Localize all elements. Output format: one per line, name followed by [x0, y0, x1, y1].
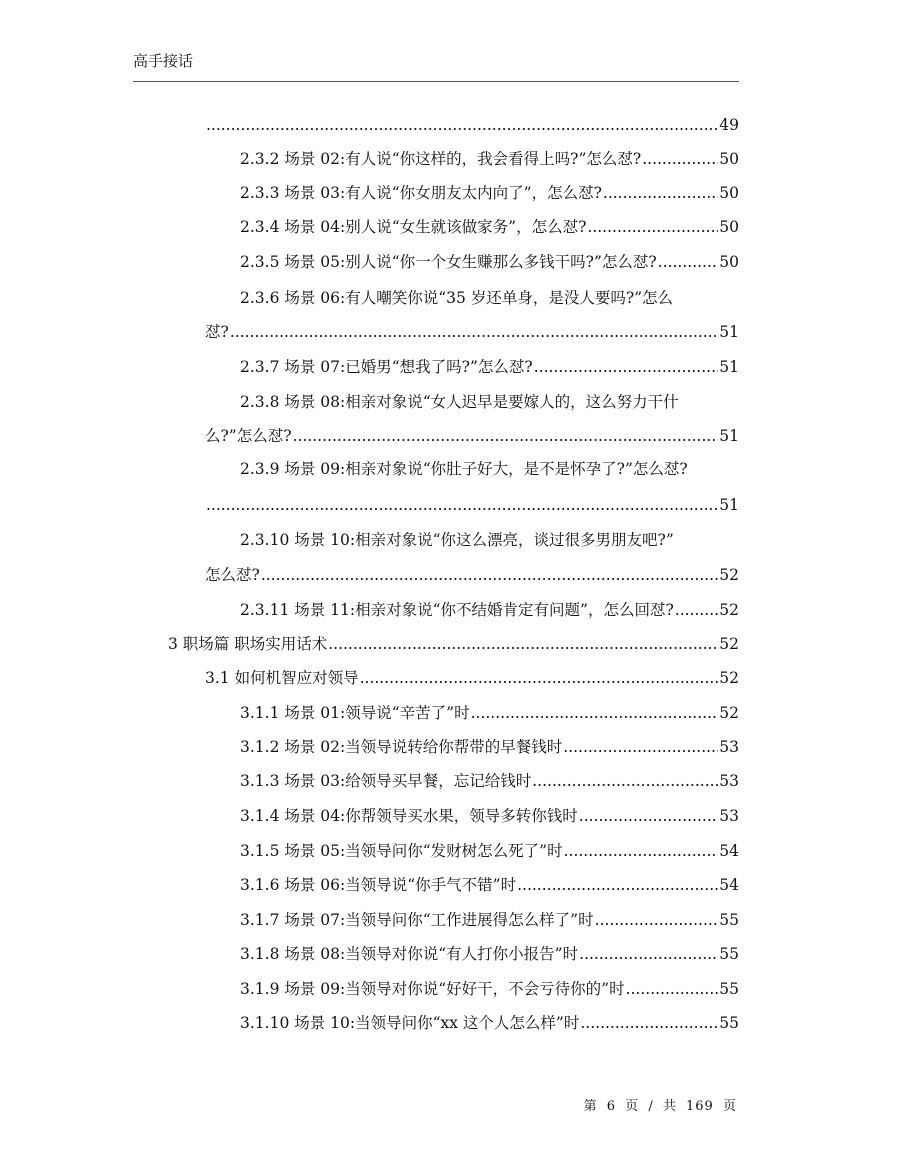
toc-page: 55 — [719, 945, 739, 963]
leader-dots — [261, 563, 718, 587]
leader-dots — [580, 1011, 718, 1035]
toc-page: 54 — [719, 876, 739, 894]
toc-text: 3.1.5 场景 05:当领导问你“发财树怎么死了”时 — [240, 842, 563, 860]
toc-page: 54 — [719, 842, 739, 860]
toc-entry[interactable] — [240, 839, 739, 863]
footer-prefix: 第 — [583, 1099, 598, 1114]
toc-entry[interactable] — [240, 181, 739, 205]
toc-text: 2.3.6 场景 06:有人嘲笑你说“35 岁还单身，是没人要吗?”怎么 — [240, 289, 674, 307]
toc-text: 3.1.8 场景 08:当领导对你说“有人打你小报告”时 — [240, 945, 579, 963]
toc-page: 51 — [719, 358, 739, 376]
toc-entry[interactable] — [240, 147, 739, 171]
toc-page: 49 — [719, 116, 739, 134]
toc-page: 55 — [719, 980, 739, 998]
toc-text: 2.3.5 场景 05:别人说“你一个女生赚那么多钱干吗?”怎么怼? — [240, 253, 657, 271]
toc-entry[interactable] — [240, 942, 739, 966]
leader-dots — [471, 701, 719, 725]
toc-entry[interactable] — [240, 804, 739, 828]
toc-entry[interactable] — [240, 769, 739, 793]
leader-dots — [563, 735, 718, 759]
leader-dots — [293, 424, 719, 448]
toc-entry[interactable] — [240, 735, 739, 759]
footer-unit: 页 — [625, 1099, 640, 1114]
toc-page: 50 — [719, 253, 739, 271]
toc-entry-line1[interactable] — [240, 457, 739, 481]
toc-text: 2.3.4 场景 04:别人说“女生就该做家务”，怎么怼? — [240, 218, 587, 236]
leader-dots — [564, 839, 719, 863]
leader-dots — [658, 250, 719, 274]
toc-text: 3.1.3 场景 03:给领导买早餐，忘记给钱时 — [240, 772, 532, 790]
toc-page: 51 — [719, 427, 739, 445]
toc-page: 53 — [719, 807, 739, 825]
footer-unit: 页 — [722, 1099, 737, 1114]
toc-text: 3.1.10 场景 10:当领导问你“xx 这个人怎么样”时 — [240, 1014, 580, 1032]
toc-text: 2.3.7 场景 07:已婚男“想我了吗?”怎么怼? — [240, 358, 533, 376]
toc-entry-line2[interactable] — [205, 493, 739, 517]
leader-dots — [626, 977, 719, 1001]
toc-entry[interactable] — [240, 701, 739, 725]
leader-dots — [230, 320, 718, 344]
toc-text: 怼? — [205, 323, 229, 341]
toc-text: 3.1.1 场景 01:领导说“辛苦了”时 — [240, 704, 470, 722]
footer-total-prefix: 共 — [662, 1099, 677, 1114]
toc-text: 3.1.4 场景 04:你帮领导买水果，领导多转你钱时 — [240, 807, 578, 825]
toc-text: 怎么怼? — [205, 566, 260, 584]
toc-page: 51 — [719, 323, 739, 341]
toc-page: 52 — [719, 635, 739, 653]
leader-dots — [206, 113, 718, 137]
footer-current-page: 6 — [606, 1099, 617, 1114]
leader-dots — [642, 147, 718, 171]
toc-entry[interactable] — [240, 908, 739, 932]
leader-dots — [532, 769, 718, 793]
leader-dots — [517, 873, 718, 897]
toc-page: 55 — [719, 1014, 739, 1032]
toc-text: 3.1 如何机智应对领导 — [205, 669, 359, 687]
toc-entry-line2[interactable] — [205, 320, 739, 344]
leader-dots — [595, 908, 719, 932]
leader-dots — [587, 215, 718, 239]
toc-text: 2.3.8 场景 08:相亲对象说“女人迟早是要嫁人的，这么努力干什 — [240, 393, 679, 411]
toc-page: 52 — [719, 704, 739, 722]
toc-entry-line1[interactable] — [240, 390, 739, 414]
leader-dots — [206, 493, 718, 517]
leader-dots — [675, 598, 719, 622]
page-footer — [582, 1095, 739, 1114]
toc-entry[interactable] — [205, 113, 739, 137]
toc-entry[interactable] — [240, 1011, 739, 1035]
toc-page: 52 — [719, 566, 739, 584]
toc-page: 52 — [719, 669, 739, 687]
toc-page: 52 — [719, 601, 739, 619]
toc-text: 3 职场篇 职场实用话术 — [168, 635, 328, 653]
toc-entry[interactable] — [240, 215, 739, 239]
toc-entry-line1[interactable] — [240, 286, 739, 310]
toc-page: 50 — [719, 218, 739, 236]
running-header: 高手接话 — [133, 52, 194, 70]
toc-page: 51 — [719, 496, 739, 514]
leader-dots — [579, 942, 718, 966]
toc-entry[interactable] — [240, 250, 739, 274]
toc-section[interactable] — [205, 666, 739, 690]
toc-text: 3.1.7 场景 07:当领导问你“工作进展得怎么样了”时 — [240, 911, 594, 929]
footer-separator: / — [648, 1099, 654, 1114]
toc-text: 2.3.2 场景 02:有人说“你这样的，我会看得上吗?”怎么怼? — [240, 150, 642, 168]
toc-entry[interactable] — [240, 598, 739, 622]
toc-entry-line2[interactable] — [205, 424, 739, 448]
leader-dots — [328, 632, 718, 656]
toc-text: 2.3.9 场景 09:相亲对象说“你肚子好大，是不是怀孕了?”怎么怼? — [240, 460, 688, 478]
toc-entry[interactable] — [240, 977, 739, 1001]
leader-dots — [360, 666, 719, 690]
toc-entry-line2[interactable] — [205, 563, 739, 587]
leader-dots — [534, 355, 719, 379]
toc-text: 3.1.6 场景 06:当领导说“你手气不错”时 — [240, 876, 517, 894]
toc-page: 50 — [719, 184, 739, 202]
toc-text: 2.3.10 场景 10:相亲对象说“你这么漂亮，谈过很多男朋友吧?” — [240, 531, 674, 549]
leader-dots — [603, 181, 718, 205]
toc-text: 3.1.2 场景 02:当领导说转给你帮带的早餐钱时 — [240, 738, 563, 756]
toc-entry[interactable] — [240, 355, 739, 379]
toc-entry-line1[interactable] — [240, 528, 739, 552]
toc-page: 50 — [719, 150, 739, 168]
toc-page: 53 — [719, 738, 739, 756]
toc-text: 么?”怎么怼? — [205, 427, 292, 445]
toc-page: 55 — [719, 911, 739, 929]
toc-chapter[interactable] — [168, 632, 739, 656]
leader-dots — [579, 804, 719, 828]
toc-text: 3.1.9 场景 09:当领导对你说“好好干，不会亏待你的”时 — [240, 980, 625, 998]
toc-page: 53 — [719, 772, 739, 790]
footer-total-pages: 169 — [686, 1099, 714, 1114]
toc-text: 2.3.3 场景 03:有人说“你女朋友太内向了”，怎么怼? — [240, 184, 602, 202]
toc-entry[interactable] — [240, 873, 739, 897]
toc-text: 2.3.11 场景 11:相亲对象说“你不结婚肯定有问题”，怎么回怼? — [240, 601, 674, 619]
